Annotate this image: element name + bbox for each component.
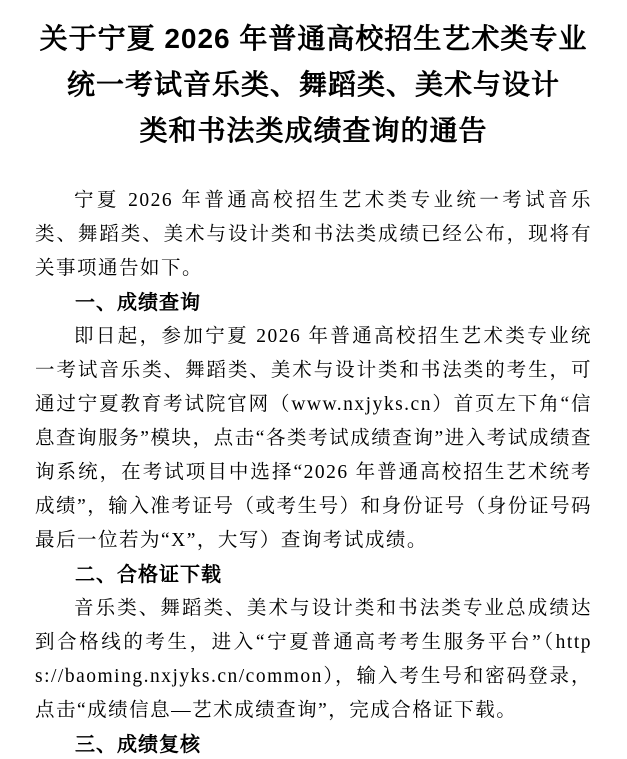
section-heading-score-query: 一、成绩查询 xyxy=(75,292,201,314)
section-body-score-query: 即日起，参加宁夏 2026 年普通高校招生艺术类专业统一考试音乐类、舞蹈类、美术与设计类和书法类的考生，可通过宁夏教育考试院官网（www.nxjyks.cn）首页左下角“信息查询服务”模块，点击“各类考试成绩查询”进入考试成绩查询系统，在考试项目中选择“2026 年普通高校招生艺术统考成绩”，输入准考证号（或考生号）和身份证号（身份证号码最后一位若为“X”，大写）查询考试成绩。 xyxy=(35,326,592,551)
section-heading-certificate-download: 二、合格证下载 xyxy=(75,564,222,586)
section-heading-score-review: 三、成绩复核 xyxy=(75,734,201,756)
intro-paragraph: 宁夏 2026 年普通高校招生艺术类专业统一考试音乐类、舞蹈类、美术与设计类和书法类成绩已经公布，现将有关事项通告如下。 xyxy=(35,190,592,279)
title-line-2: 统一考试音乐类、舞蹈类、美术与设计 xyxy=(66,69,560,100)
title-line-1: 关于宁夏 2026 年普通高校招生艺术类专业 xyxy=(39,23,588,54)
section-body-certificate-download: 音乐类、舞蹈类、美术与设计类和书法类专业总成绩达到合格线的考生，进入“宁夏普通高考考生服务平台”（https://baoming.nxjyks.cn/common），输入考生号和密码登录，点击“成绩信息—艺术成绩查询”，完成合格证下载。 xyxy=(35,598,592,721)
document-title xyxy=(35,16,592,154)
title-line-3: 类和书法类成绩查询的通告 xyxy=(139,115,488,146)
